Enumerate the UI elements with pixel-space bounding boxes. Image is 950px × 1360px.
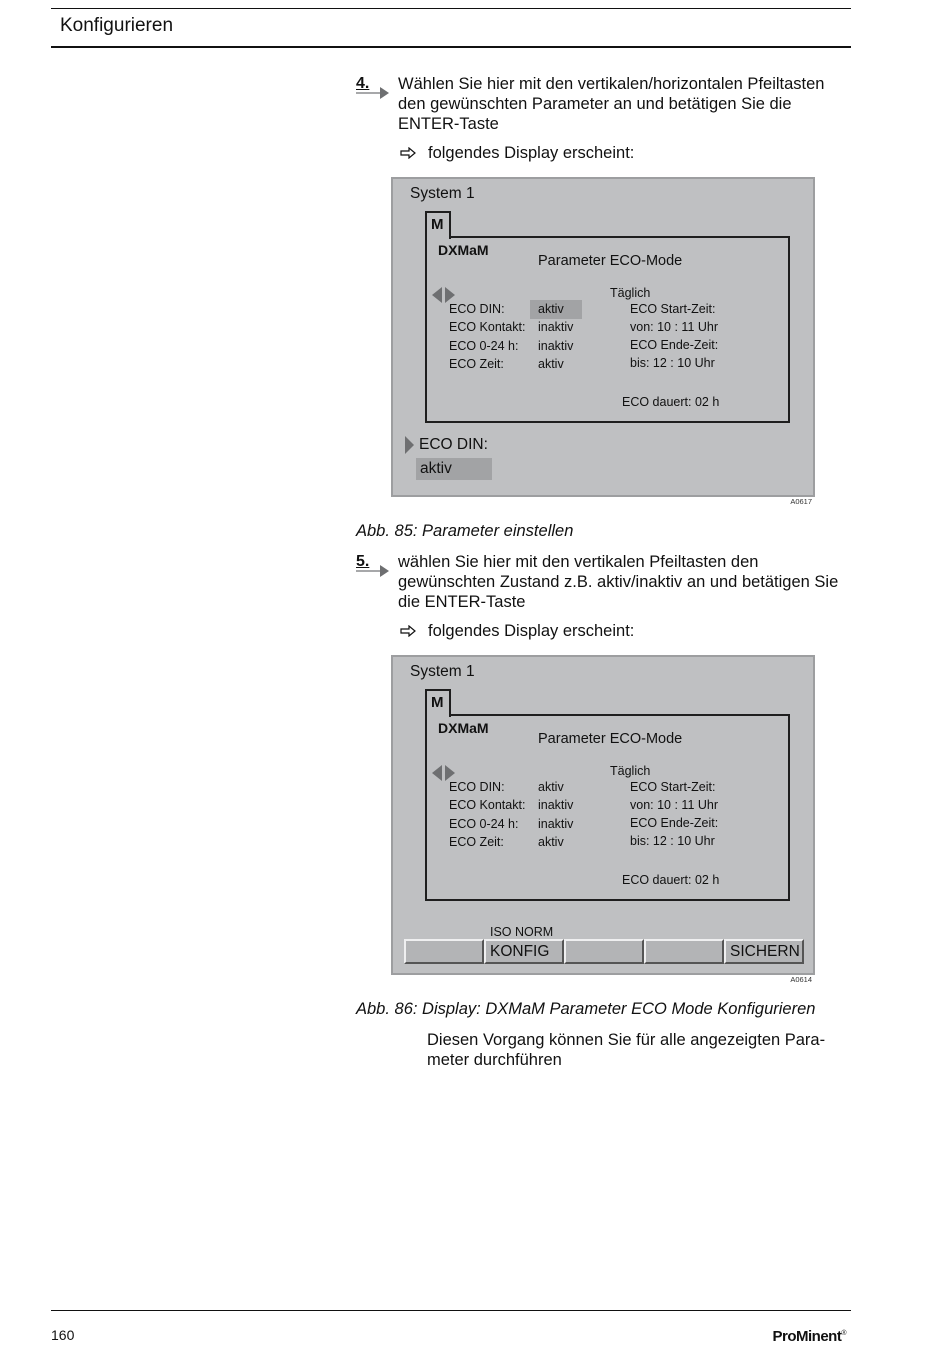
device-name: DXMaM	[438, 720, 489, 736]
step-5-line-3: die ENTER-Taste	[398, 593, 526, 611]
step-number-5: 5.	[356, 553, 370, 570]
brand-name: ProMinent	[772, 1328, 842, 1345]
eco-duration: ECO dauert: 02 h	[622, 873, 720, 887]
closing-note	[427, 1030, 825, 1070]
step-5-line-1: wählen Sie hier mit den vertikalen Pfeiltasten den	[398, 553, 759, 571]
figure-code: A0617	[790, 497, 812, 506]
display-panel-1	[391, 177, 815, 506]
eco-start-label: ECO Start-Zeit:	[630, 302, 716, 316]
row-value-eco-zeit: aktiv	[538, 357, 564, 371]
result-arrow-icon	[400, 147, 416, 159]
eco-end-label: ECO Ende-Zeit:	[630, 338, 719, 352]
step-4-result-text: folgendes Display erscheint:	[428, 144, 635, 162]
row-value-eco-0-24: inaktiv	[538, 817, 574, 831]
footer-rule	[51, 1310, 851, 1311]
row-label-eco-0-24: ECO 0-24 h:	[449, 817, 519, 831]
step-4-line-2: den gewünschten Parameter an und betätigen Sie die	[398, 95, 792, 113]
row-label-eco-zeit: ECO Zeit:	[449, 835, 504, 849]
row-label-eco-din: ECO DIN:	[449, 780, 505, 794]
parameter-title: Parameter ECO-Mode	[538, 731, 683, 747]
page-title: Konfigurieren	[60, 15, 174, 36]
selection-value: aktiv	[416, 458, 492, 480]
row-value-eco-0-24: inaktiv	[538, 339, 574, 353]
eco-start-label: ECO Start-Zeit:	[630, 780, 716, 794]
row-label-eco-kontakt: ECO Kontakt:	[449, 798, 526, 812]
eco-end-value: bis: 12 : 10 Uhr	[630, 834, 715, 848]
schedule-label: Täglich	[610, 286, 651, 300]
selection-label: ECO DIN:	[419, 436, 488, 453]
closing-note-line-2: meter durchführen	[427, 1051, 562, 1069]
eco-duration: ECO dauert: 02 h	[622, 395, 720, 409]
step-5-text	[398, 552, 838, 612]
row-label-eco-zeit: ECO Zeit:	[449, 357, 504, 371]
eco-end-value: bis: 12 : 10 Uhr	[630, 356, 715, 370]
result-arrow-icon	[400, 625, 416, 637]
figure-caption-86: Abb. 86: Display: DXMaM Parameter ECO Mode Konfigurieren	[356, 1000, 816, 1018]
softkey-1[interactable]	[404, 939, 484, 964]
system-title: System 1	[410, 185, 475, 202]
left-right-arrows-icon	[432, 765, 456, 781]
eco-start-value: von: 10 : 11 Uhr	[630, 798, 719, 812]
system-title: System 1	[410, 663, 475, 680]
eco-end-label: ECO Ende-Zeit:	[630, 816, 719, 830]
page-number: 160	[51, 1327, 75, 1343]
step-arrow-icon	[356, 564, 390, 578]
row-label-eco-kontakt: ECO Kontakt:	[449, 320, 526, 334]
step-4-text	[398, 74, 824, 134]
step-4-line-1: Wählen Sie hier mit den vertikalen/horizontalen Pfeiltasten	[398, 75, 825, 93]
selection-arrow-icon	[405, 436, 415, 454]
step-5-result	[400, 622, 634, 641]
softkey-konfig[interactable]: KONFIG	[484, 939, 564, 964]
step-4-result	[400, 144, 634, 163]
figure-caption-85: Abb. 85: Parameter einstellen	[356, 522, 574, 540]
row-value-eco-zeit: aktiv	[538, 835, 564, 849]
header-bottom-rule	[51, 46, 851, 48]
device-name: DXMaM	[438, 242, 489, 258]
step-5-result-text: folgendes Display erscheint:	[428, 622, 635, 640]
schedule-label: Täglich	[610, 764, 651, 778]
row-value-eco-kontakt: inaktiv	[538, 798, 574, 812]
row-value-eco-din: aktiv	[538, 780, 564, 794]
softkey-bar	[404, 939, 805, 964]
step-number-4: 4.	[356, 75, 370, 92]
softkey-iso-norm-label: ISO NORM	[490, 925, 554, 939]
menu-tab-m: M	[425, 211, 451, 239]
brand-registered-mark: ®	[841, 1330, 846, 1337]
parameter-frame	[425, 714, 790, 901]
parameter-title: Parameter ECO-Mode	[538, 253, 683, 269]
left-right-arrows-icon	[432, 287, 456, 303]
closing-note-line-1: Diesen Vorgang können Sie für alle angezeigten Para-	[427, 1031, 826, 1049]
step-5-line-2: gewünschten Zustand z.B. aktiv/inaktiv an und betätigen Sie	[398, 573, 839, 591]
parameter-frame	[425, 236, 790, 423]
row-value-eco-din-selected: aktiv	[530, 300, 582, 319]
row-label-eco-din: ECO DIN:	[449, 302, 505, 316]
softkey-3[interactable]	[564, 939, 644, 964]
softkey-4[interactable]	[644, 939, 724, 964]
row-value-eco-kontakt: inaktiv	[538, 320, 574, 334]
eco-start-value: von: 10 : 11 Uhr	[630, 320, 719, 334]
step-arrow-icon	[356, 86, 390, 100]
softkey-sichern[interactable]: SICHERN	[724, 939, 804, 964]
figure-code: A0614	[790, 975, 812, 984]
header-top-rule	[51, 8, 851, 9]
row-label-eco-0-24: ECO 0-24 h:	[449, 339, 519, 353]
menu-tab-m: M	[425, 689, 451, 717]
step-4-line-3: ENTER-Taste	[398, 115, 499, 133]
brand-logo	[772, 1328, 846, 1345]
display-panel-2	[391, 655, 815, 984]
